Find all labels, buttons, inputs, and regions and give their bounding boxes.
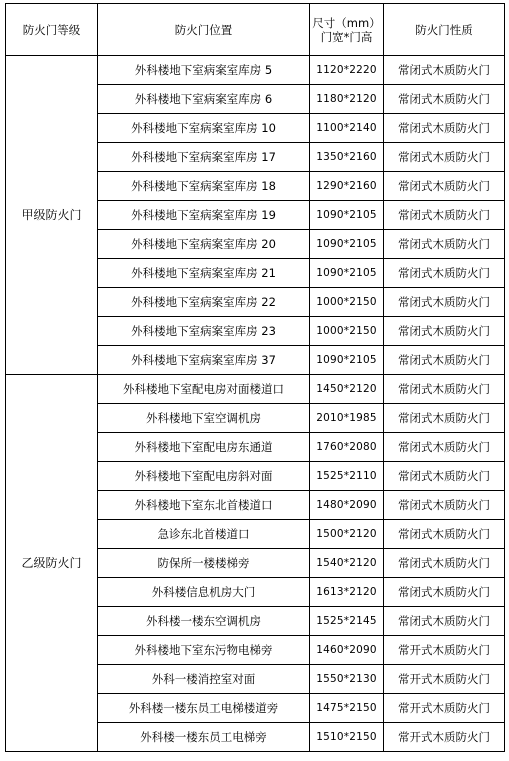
cell-location: 外科楼地下室病案室库房 18 (98, 172, 310, 201)
cell-location: 外科楼地下室病案室库房 19 (98, 201, 310, 230)
cell-nature: 常闭式木质防火门 (384, 491, 505, 520)
cell-nature: 常闭式木质防火门 (384, 549, 505, 578)
cell-size: 1090*2105 (310, 346, 384, 375)
cell-size: 1090*2105 (310, 230, 384, 259)
cell-location: 外科楼地下室病案室库房 17 (98, 143, 310, 172)
cell-nature: 常开式木质防火门 (384, 636, 505, 665)
cell-size: 1450*2120 (310, 375, 384, 404)
header-grade: 防火门等级 (6, 4, 98, 56)
cell-nature: 常闭式木质防火门 (384, 346, 505, 375)
cell-nature: 常闭式木质防火门 (384, 259, 505, 288)
cell-nature: 常开式木质防火门 (384, 723, 505, 752)
fire-door-table-sheet (5, 3, 504, 758)
cell-location: 外科楼地下室东污物电梯旁 (98, 636, 310, 665)
cell-nature: 常开式木质防火门 (384, 665, 505, 694)
cell-size: 1540*2120 (310, 549, 384, 578)
cell-size: 1760*2080 (310, 433, 384, 462)
cell-nature: 常闭式木质防火门 (384, 375, 505, 404)
header-nature: 防火门性质 (384, 4, 505, 56)
cell-location: 外科楼地下室病案室库房 21 (98, 259, 310, 288)
cell-size: 1090*2105 (310, 201, 384, 230)
cell-location: 急诊东北首楼道口 (98, 520, 310, 549)
cell-nature: 常闭式木质防火门 (384, 578, 505, 607)
cell-nature: 常开式木质防火门 (384, 694, 505, 723)
cell-nature: 常闭式木质防火门 (384, 288, 505, 317)
cell-size: 1475*2150 (310, 694, 384, 723)
cell-nature: 常闭式木质防火门 (384, 433, 505, 462)
cell-size: 1510*2150 (310, 723, 384, 752)
cell-location: 外科楼信息机房大门 (98, 578, 310, 607)
cell-location: 外科楼地下室空调机房 (98, 404, 310, 433)
cell-size: 1500*2120 (310, 520, 384, 549)
header-location: 防火门位置 (98, 4, 310, 56)
cell-location: 外科楼地下室病案室库房 10 (98, 114, 310, 143)
cell-nature: 常闭式木质防火门 (384, 172, 505, 201)
cell-nature: 常闭式木质防火门 (384, 143, 505, 172)
table-body (6, 56, 505, 752)
cell-nature: 常闭式木质防火门 (384, 607, 505, 636)
cell-size: 1525*2110 (310, 462, 384, 491)
cell-location: 外科一楼消控室对面 (98, 665, 310, 694)
cell-nature: 常闭式木质防火门 (384, 56, 505, 85)
cell-location: 外科楼地下室东北首楼道口 (98, 491, 310, 520)
table-row (6, 56, 505, 85)
cell-location: 外科楼地下室配电房东通道 (98, 433, 310, 462)
cell-size: 1180*2120 (310, 85, 384, 114)
cell-size: 1460*2090 (310, 636, 384, 665)
cell-size: 1090*2105 (310, 259, 384, 288)
cell-nature: 常闭式木质防火门 (384, 520, 505, 549)
cell-size: 1000*2150 (310, 317, 384, 346)
cell-location: 外科楼地下室病案室库房 5 (98, 56, 310, 85)
cell-grade: 甲级防火门 (6, 56, 98, 375)
cell-size: 1290*2160 (310, 172, 384, 201)
cell-nature: 常闭式木质防火门 (384, 85, 505, 114)
cell-location: 外科楼地下室病案室库房 20 (98, 230, 310, 259)
cell-location: 外科楼一楼东员工电梯楼道旁 (98, 694, 310, 723)
cell-location: 外科楼地下室病案室库房 6 (98, 85, 310, 114)
cell-nature: 常闭式木质防火门 (384, 201, 505, 230)
header-size-line1: 尺寸（mm） (312, 15, 381, 30)
cell-nature: 常闭式木质防火门 (384, 462, 505, 491)
cell-nature: 常闭式木质防火门 (384, 317, 505, 346)
cell-grade: 乙级防火门 (6, 375, 98, 752)
cell-nature: 常闭式木质防火门 (384, 404, 505, 433)
table-header-row (6, 4, 505, 56)
header-size-line2: 门宽*门高 (320, 29, 373, 44)
cell-location: 外科楼地下室病案室库房 22 (98, 288, 310, 317)
cell-size: 1613*2120 (310, 578, 384, 607)
cell-size: 1350*2160 (310, 143, 384, 172)
cell-location: 外科楼地下室病案室库房 37 (98, 346, 310, 375)
cell-size: 1550*2130 (310, 665, 384, 694)
cell-size: 1120*2220 (310, 56, 384, 85)
header-size (310, 4, 384, 56)
cell-size: 1525*2145 (310, 607, 384, 636)
cell-nature: 常闭式木质防火门 (384, 114, 505, 143)
cell-location: 外科楼一楼东空调机房 (98, 607, 310, 636)
cell-nature: 常闭式木质防火门 (384, 230, 505, 259)
cell-location: 外科楼地下室配电房斜对面 (98, 462, 310, 491)
cell-size: 1480*2090 (310, 491, 384, 520)
cell-size: 1100*2140 (310, 114, 384, 143)
cell-location: 外科楼一楼东员工电梯旁 (98, 723, 310, 752)
cell-location: 外科楼地下室病案室库房 23 (98, 317, 310, 346)
cell-location: 外科楼地下室配电房对面楼道口 (98, 375, 310, 404)
fire-door-table (5, 3, 505, 752)
table-row (6, 375, 505, 404)
cell-size: 1000*2150 (310, 288, 384, 317)
cell-size: 2010*1985 (310, 404, 384, 433)
cell-location: 防保所一楼楼梯旁 (98, 549, 310, 578)
